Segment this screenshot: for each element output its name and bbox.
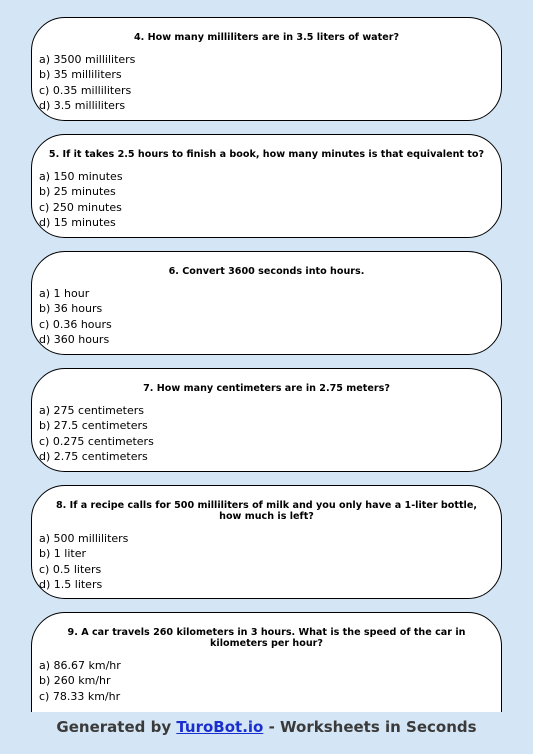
question-card-6: [31, 251, 502, 355]
question-text: 4. How many milliliters are in 3.5 liters of water?: [133, 32, 400, 43]
question-text: 6. Convert 3600 seconds into hours.: [168, 266, 365, 277]
option-a: a) 86.67 km/hr: [39, 659, 121, 672]
question-text: 7. How many centimeters are in 2.75 meters?: [143, 383, 390, 394]
option-b: b) 1 liter: [39, 547, 86, 561]
option-d: d) 360 hours: [39, 332, 110, 346]
option-b: b) 260 km/hr: [39, 674, 111, 688]
option-c: c) 0.275 centimeters: [39, 434, 154, 448]
option-c: c) 0.35 milliliters: [39, 83, 132, 97]
option-c: c) 0.36 hours: [39, 317, 112, 331]
option-d: d) 1.5 liters: [39, 577, 103, 591]
options-list: [39, 169, 123, 230]
question-card-8: [31, 485, 502, 599]
option-a: a) 1 hour: [39, 287, 90, 300]
option-b: b) 25 minutes: [39, 185, 116, 199]
option-c: c) 250 minutes: [39, 200, 122, 214]
options-list: [39, 286, 112, 347]
option-d: d) 3.5 milliliters: [39, 98, 126, 112]
question-text: 9. A car travels 260 kilometers in 3 hours. What is the speed of the car in kilometers per hour?: [67, 627, 466, 649]
option-b: b) 36 hours: [39, 302, 103, 316]
options-list: [39, 531, 128, 592]
option-a: a) 500 milliliters: [39, 532, 129, 545]
question-card-7: [31, 368, 502, 472]
question-card-4: [31, 17, 502, 121]
option-d: d) 15 minutes: [39, 215, 116, 229]
options-list: [39, 658, 121, 704]
option-c: c) 0.5 liters: [39, 562, 102, 576]
question-text: 8. If a recipe calls for 500 milliliters of milk and you only have a 1-liter bottle, how much is left?: [56, 500, 477, 522]
options-list: [39, 52, 135, 113]
option-b: b) 27.5 centimeters: [39, 419, 148, 433]
question-card-5: [31, 134, 502, 238]
option-c: c) 78.33 km/hr: [39, 689, 121, 703]
turobot-link[interactable]: TuroBot.io: [176, 718, 264, 736]
option-a: a) 3500 milliliters: [39, 53, 136, 66]
footer: [0, 718, 533, 736]
footer-suffix: - Worksheets in Seconds: [263, 718, 477, 736]
footer-prefix: Generated by: [56, 718, 177, 736]
options-list: [39, 403, 154, 464]
question-text: 5. If it takes 2.5 hours to finish a book, how many minutes is that equivalent to?: [48, 149, 485, 160]
option-d: d) 2.75 centimeters: [39, 449, 148, 463]
option-a: a) 275 centimeters: [39, 404, 144, 417]
option-b: b) 35 milliliters: [39, 68, 122, 82]
option-a: a) 150 minutes: [39, 170, 123, 183]
